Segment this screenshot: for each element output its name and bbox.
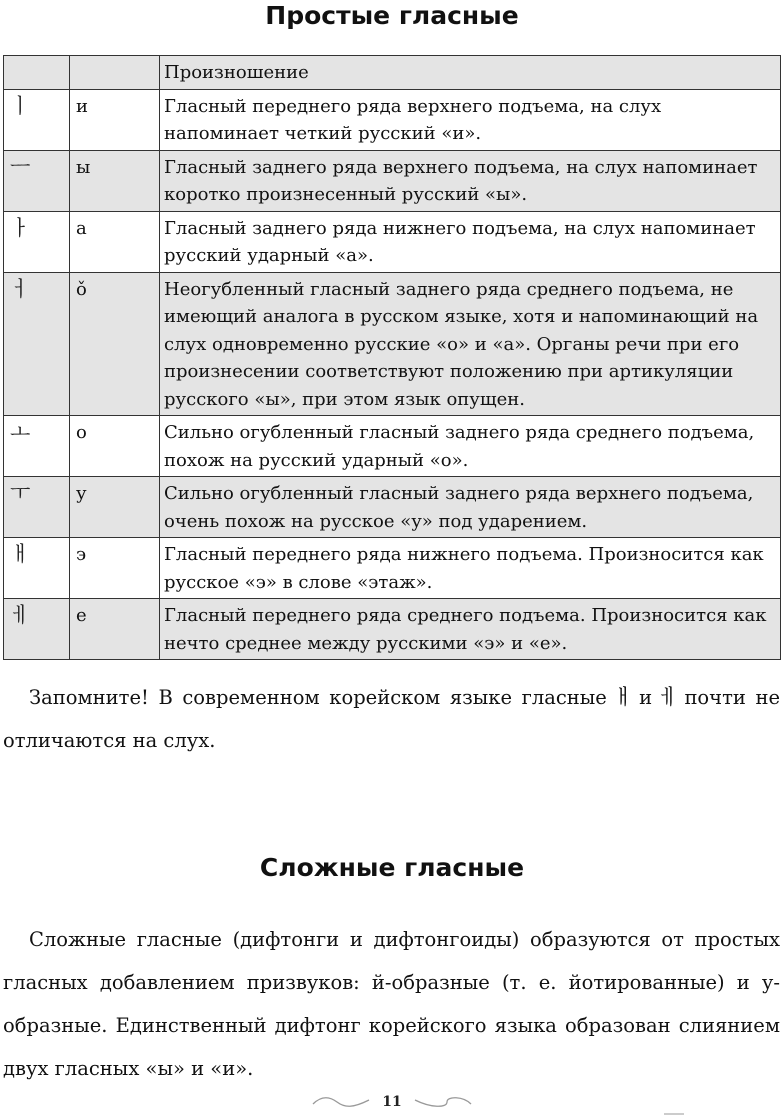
- romanization-cell-wrapper: [70, 477, 160, 538]
- romanization-cell-wrapper: [70, 211, 160, 272]
- table-row: [4, 416, 781, 477]
- table-row: [4, 477, 781, 538]
- description-cell: Гласный переднего ряда нижнего подъема. Произносится как русское «э» в слове «этаж».: [164, 544, 764, 593]
- footer-rule: [664, 1113, 684, 1115]
- section-title-complex-vowels: Сложные гласные: [259, 853, 525, 882]
- header-cell-pronunciation: Произношение: [160, 56, 781, 90]
- description-cell-wrapper: [160, 477, 781, 538]
- description-cell-wrapper: [160, 211, 781, 272]
- romanization-cell: и: [76, 95, 88, 117]
- note-text-mid: и: [639, 686, 653, 709]
- jamo-cell: ㅔ: [10, 603, 31, 627]
- jamo-cell-wrapper: [4, 272, 70, 416]
- jamo-cell: ㅡ: [10, 154, 31, 179]
- romanization-cell-wrapper: [70, 538, 160, 599]
- jamo-cell: ㅐ: [10, 542, 31, 566]
- description-cell: Гласный заднего ряда верхнего подъема, на слух напоминает коротко произнесенный русский «ы».: [164, 156, 758, 205]
- note-text-after: почти не отличаются на слух.: [3, 686, 780, 752]
- jamo-cell-wrapper: [4, 477, 70, 538]
- description-cell: Гласный переднего ряда среднего подъема. Произносится как нечто среднее между русскими «э» и «е».: [164, 605, 767, 654]
- romanization-cell-wrapper: [70, 150, 160, 211]
- romanization-cell-wrapper: [70, 599, 160, 660]
- description-cell-wrapper: [160, 89, 781, 150]
- table-row: [4, 599, 781, 660]
- description-cell: Гласный заднего ряда нижнего подъема, на слух напоминает русский ударный «а».: [164, 217, 756, 266]
- table-row: [4, 89, 781, 150]
- ornament-wave-right-icon: [413, 1095, 473, 1109]
- jamo-cell-wrapper: [4, 211, 70, 272]
- note-jamo-e: ㅔ: [658, 685, 679, 709]
- jamo-cell: ㅜ: [10, 481, 31, 505]
- romanization-cell-wrapper: [70, 272, 160, 416]
- romanization-cell: а: [76, 217, 87, 239]
- header-cell-romanization: [70, 56, 160, 90]
- romanization-cell: ǒ: [76, 278, 87, 300]
- table-row: [4, 150, 781, 211]
- description-cell: Сильно огубленный гласный заднего ряда среднего подъема, похож на русский ударный «о».: [164, 422, 755, 471]
- description-cell-wrapper: [160, 599, 781, 660]
- table-row: [4, 538, 781, 599]
- romanization-cell-wrapper: [70, 89, 160, 150]
- description-cell: Сильно огубленный гласный заднего ряда верхнего подъема, очень похож на русское «у» под ударением.: [164, 483, 754, 532]
- jamo-cell-wrapper: [4, 150, 70, 211]
- romanization-cell: э: [76, 544, 87, 565]
- jamo-cell: ㅣ: [10, 93, 31, 118]
- ornament-wave-left-icon: [311, 1095, 371, 1109]
- jamo-cell-wrapper: [4, 599, 70, 660]
- header-cell-jamo: [4, 56, 70, 90]
- description-cell-wrapper: [160, 416, 781, 477]
- jamo-cell: ㅏ: [10, 215, 31, 240]
- table-header-row: [4, 56, 781, 90]
- jamo-cell: ㅗ: [10, 420, 31, 444]
- table-row: [4, 211, 781, 272]
- description-cell: Неогубленный гласный заднего ряда среднего подъема, не имеющий аналога в русском языке, хотя и напоминающий на слух одновременно русские «о» и «а». Органы речи при его произнесении соответствуют положению при артикуляции русского «ы», при этом язык опущен.: [164, 278, 759, 410]
- complex-vowels-text: Сложные гласные (дифтонги и дифтонгоиды) образуются от простых гласных добавлением призвуков: й-образные (т. е. йотированные) и у-образные. Единственный дифтонг корейского языка образован слиянием двух гласных «ы» и «и».: [3, 928, 780, 1080]
- jamo-cell-wrapper: [4, 416, 70, 477]
- description-cell: Гласный переднего ряда верхнего подъема, на слух напоминает четкий русский «и».: [164, 95, 662, 144]
- note-paragraph: [3, 676, 780, 762]
- simple-vowels-table: [3, 55, 781, 660]
- romanization-cell: ы: [76, 156, 91, 178]
- description-cell-wrapper: [160, 150, 781, 211]
- jamo-cell-wrapper: [4, 89, 70, 150]
- jamo-cell: ㅓ: [10, 276, 31, 301]
- romanization-cell-wrapper: [70, 416, 160, 477]
- jamo-cell-wrapper: [4, 538, 70, 599]
- romanization-cell: е: [76, 605, 87, 626]
- page-number: 11: [382, 1094, 402, 1110]
- description-cell-wrapper: [160, 272, 781, 416]
- romanization-cell: у: [76, 483, 87, 504]
- complex-vowels-paragraph: [3, 918, 780, 1090]
- note-text-before: Запомните! В современном корейском языке гласные: [29, 686, 607, 709]
- section-title-simple-vowels: Простые гласные: [265, 1, 519, 30]
- romanization-cell: о: [76, 422, 87, 443]
- table-row: [4, 272, 781, 416]
- description-cell-wrapper: [160, 538, 781, 599]
- page-footer: [0, 1094, 784, 1110]
- note-jamo-ae: ㅐ: [612, 685, 634, 709]
